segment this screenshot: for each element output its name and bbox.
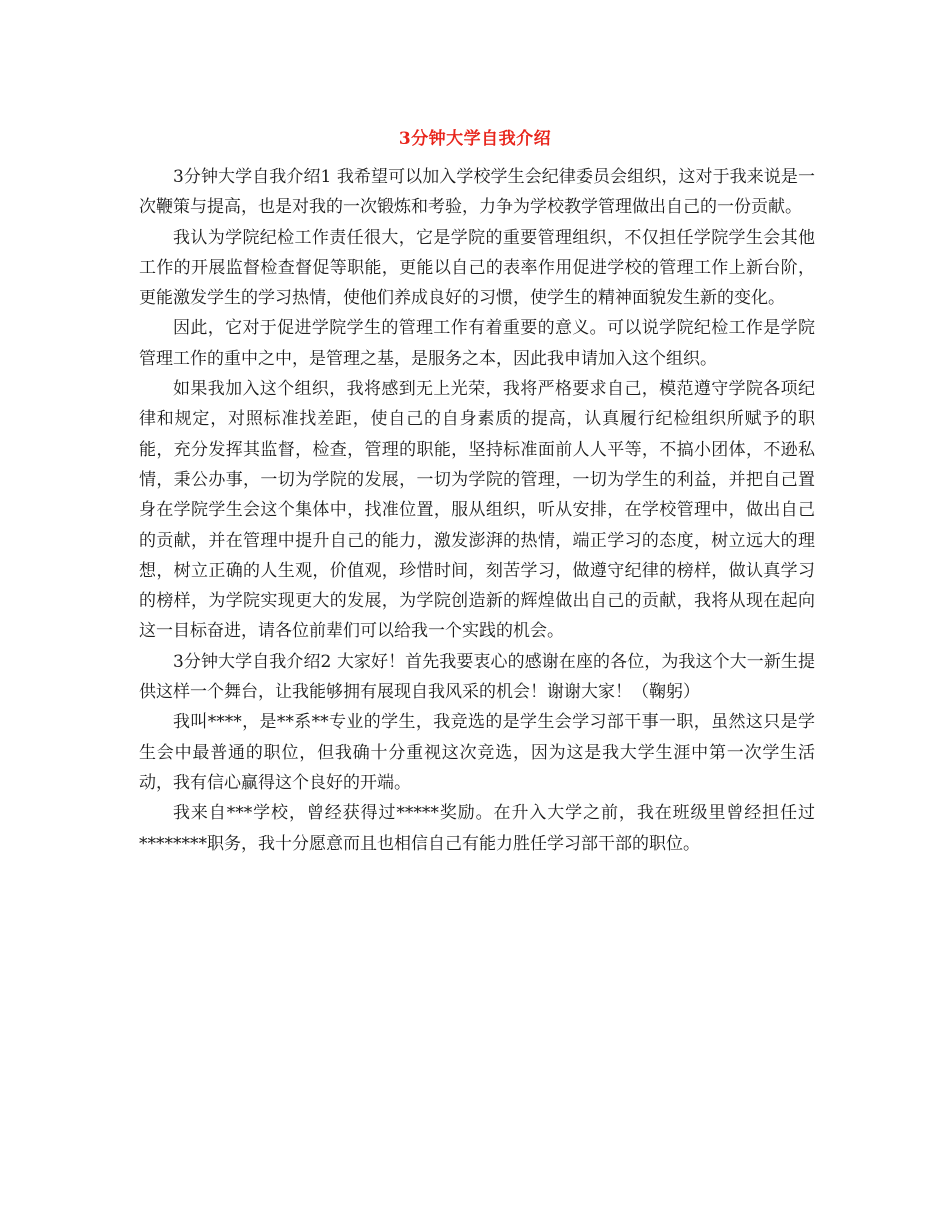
document-body xyxy=(139,162,815,859)
paragraph-1: 3分钟大学自我介绍1 我希望可以加入学校学生会纪律委员会组织，这对于我来说是一次鞭策与提高，也是对我的一次锻炼和考验，力争为学校教学管理做出自己的一份贡献。 xyxy=(139,167,815,218)
paragraph-7: 我来自***学校，曾经获得过*****奖励。在升入大学之前，我在班级里曾经担任过********职务，我十分愿意而且也相信自己有能力胜任学习部干部的职位。 xyxy=(139,803,815,854)
paragraph-6: 我叫****，是**系**专业的学生，我竞选的是学生会学习部干事一职，虽然这只是学生会中最普通的职位，但我确十分重视这次竞选，因为这是我大学生涯中第一次学生活动，我有信心赢得这个良好的开端。 xyxy=(139,712,815,793)
paragraph-4: 如果我加入这个组织，我将感到无上光荣，我将严格要求自己，模范遵守学院各项纪律和规定，对照标准找差距，使自己的自身素质的提高，认真履行纪检组织所赋予的职能，充分发挥其监督，检查，管理的职能，坚持标准面前人人平等，不搞小团体，不逊私情，秉公办事，一切为学院的发展，一切为学院的管理，一切为学生的利益，并把自己置身在学院学生会这个集体中，找准位置，服从组织，听从安排，在学校管理中，做出自己的贡献，并在管理中提升自己的能力，激发澎湃的热情，端正学习的态度，树立远大的理想，树立正确的人生观，价值观，珍惜时间，刻苦学习，做遵守纪律的榜样，做认真学习的榜样，为学院实现更大的发展，为学院创造新的辉煌做出自己的贡献，我将从现在起向这一目标奋进，请各位前辈们可以给我一个实践的机会。 xyxy=(139,379,815,642)
document-title: 3分钟大学自我介绍 xyxy=(398,129,552,149)
paragraph-2: 我认为学院纪检工作责任很大，它是学院的重要管理组织，不仅担任学院学生会其他工作的开展监督检查督促等职能，更能以自己的表率作用促进学校的管理工作上新台阶，更能激发学生的学习热情，使他们养成良好的习惯，使学生的精神面貌发生新的变化。 xyxy=(139,227,815,309)
paragraph-5: 3分钟大学自我介绍2 大家好！首先我要衷心的感谢在座的各位，为我这个大一新生提供这样一个舞台，让我能够拥有展现自我风采的机会！谢谢大家！（鞠躬） xyxy=(139,651,815,703)
paragraph-3: 因此，它对于促进学院学生的管理工作有着重要的意义。可以说学院纪检工作是学院管理工作的重中之中，是管理之基，是服务之本，因此我申请加入这个组织。 xyxy=(139,318,815,369)
